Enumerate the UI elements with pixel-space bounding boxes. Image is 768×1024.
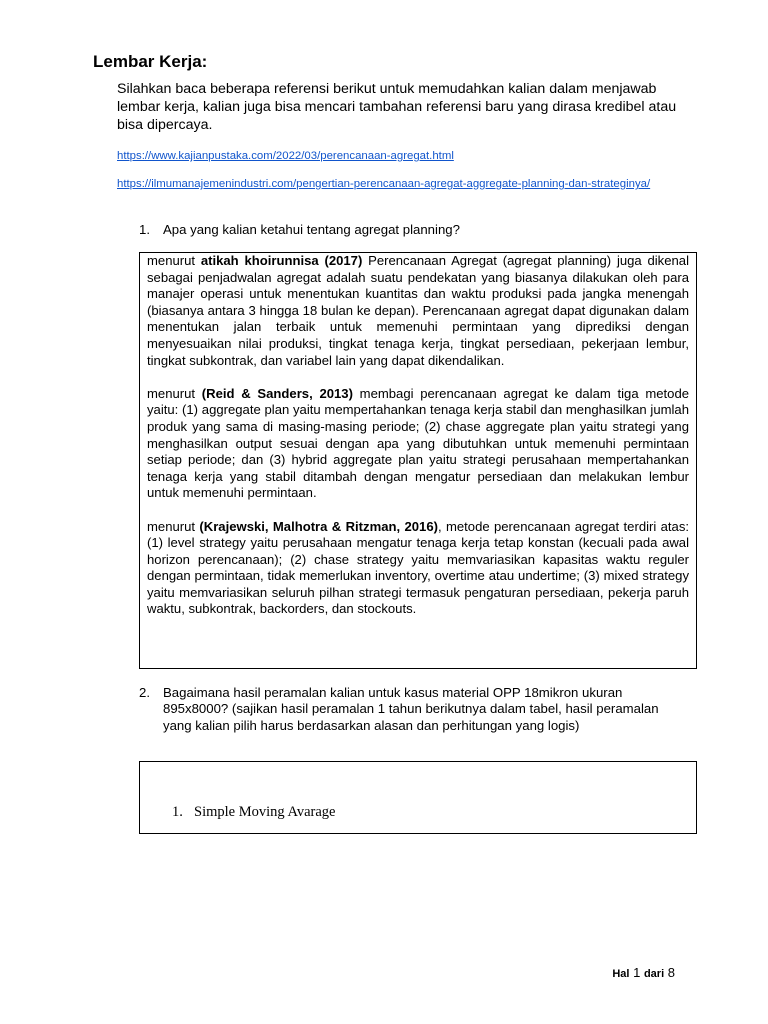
page-title: Lembar Kerja:: [93, 52, 208, 71]
footer-total-pages: 8: [667, 965, 675, 980]
citation-bold: (Krajewski, Malhotra & Ritzman, 2016): [199, 518, 438, 534]
footer-page-number: 1: [633, 965, 641, 980]
reference-link-2[interactable]: https://ilmumanajemenindustri.com/pengertian-perencanaan-agregat-aggregate-planning-dan-strateginya/: [117, 178, 651, 190]
answer-1-box[interactable]: [139, 252, 697, 669]
forecast-method-label: Simple Moving Avarage: [194, 804, 336, 820]
page-footer: [612, 965, 675, 980]
intro-text: Silahkan baca beberapa referensi berikut untuk memudahkan kalian dalam menjawab lembar kerja, kalian juga bisa mencari tambahan referensi baru yang dirasa kredibel atau bisa dipercaya.: [117, 81, 677, 133]
reference-link-1[interactable]: https://www.kajianpustaka.com/2022/03/perencanaan-agregat.html: [117, 150, 454, 162]
citation-bold: (Reid & Sanders, 2013): [201, 385, 353, 401]
footer-hal: Hal: [612, 968, 630, 980]
forecast-method-item: [172, 804, 336, 821]
answer-2-box[interactable]: [139, 761, 697, 834]
question-1-text: Apa yang kalian ketahui tentang agregat planning?: [163, 222, 460, 237]
question-2-number: 2.: [139, 685, 150, 700]
forecast-method-number: 1.: [172, 804, 183, 820]
answer-1-paragraph: menurut (Krajewski, Malhotra & Ritzman, 2016), metode perencanaan agregat terdiri atas: (1) level strategy yaitu perusahaan mengatur tenaga kerja tetap konstan (kecuali pada awal horizon perencanaan); (2) chase strategy yaitu memvariasikan kapasitas waktu reguler dengan permintaan, tidak memerlukan inventory, overtime atau undertime; (3) mixed strategy yaitu memvariasikan seluruh pilhan strategi termasuk pengaturan persediaan, pekerja paruh waktu, subkontrak, backorders, dan stockouts.: [147, 518, 690, 617]
question-2-text: Bagaimana hasil peramalan kalian untuk kasus material OPP 18mikron ukuran 895x8000? (sajikan hasil peramalan 1 tahun berikutnya dalam tabel, hasil peramalan yang kalian pilih harus berdasarkan alasan dan perhitungan yang logis): [163, 685, 659, 733]
citation-bold: atikah khoirunnisa (2017): [200, 253, 363, 268]
answer-1-paragraph: menurut atikah khoirunnisa (2017) Perencanaan Agregat (agregat planning) juga dikenal sebagai penjadwalan agregat adalah suatu pendekatan yang biasanya dilakukan oleh para manajer operasi untuk menentukan kuantitas dan waktu produksi pada jangka menengah (biasanya antara 3 hingga 18 bulan ke depan). Perencanaan agregat dapat digunakan dalam menentukan jalan terbaik untuk memenuhi permintaan yang diprediksi dengan menyesuaikan nilai produksi, tingkat tenaga kerja, tingkat persediaan, pekerjaan lembur, tingkat subkontrak, dan variabel lain yang dapat dikendalikan.: [147, 253, 689, 368]
footer-dari: dari: [643, 968, 665, 980]
question-1-number: 1.: [139, 222, 150, 237]
answer-1-paragraph: menurut (Reid & Sanders, 2013) membagi perencanaan agregat ke dalam tiga metode yaitu: (1) aggregate plan yaitu mempertahankan tenaga kerja stabil dan menghasilkan jumlah produk yang sama di masing-masing periode; (2) chase aggregate plan yaitu strategi yang menghasilkan output sesuai dengan apa yang dibutuhkan untuk memenuhi permintaan setiap periode; dan (3) hybrid aggregate plan yaitu strategi perusahaan mempertahankan tenaga kerja yang stabil ditambah dengan mengatur persediaan dan melakukan lembur untuk memenuhi permintaan.: [147, 385, 690, 501]
